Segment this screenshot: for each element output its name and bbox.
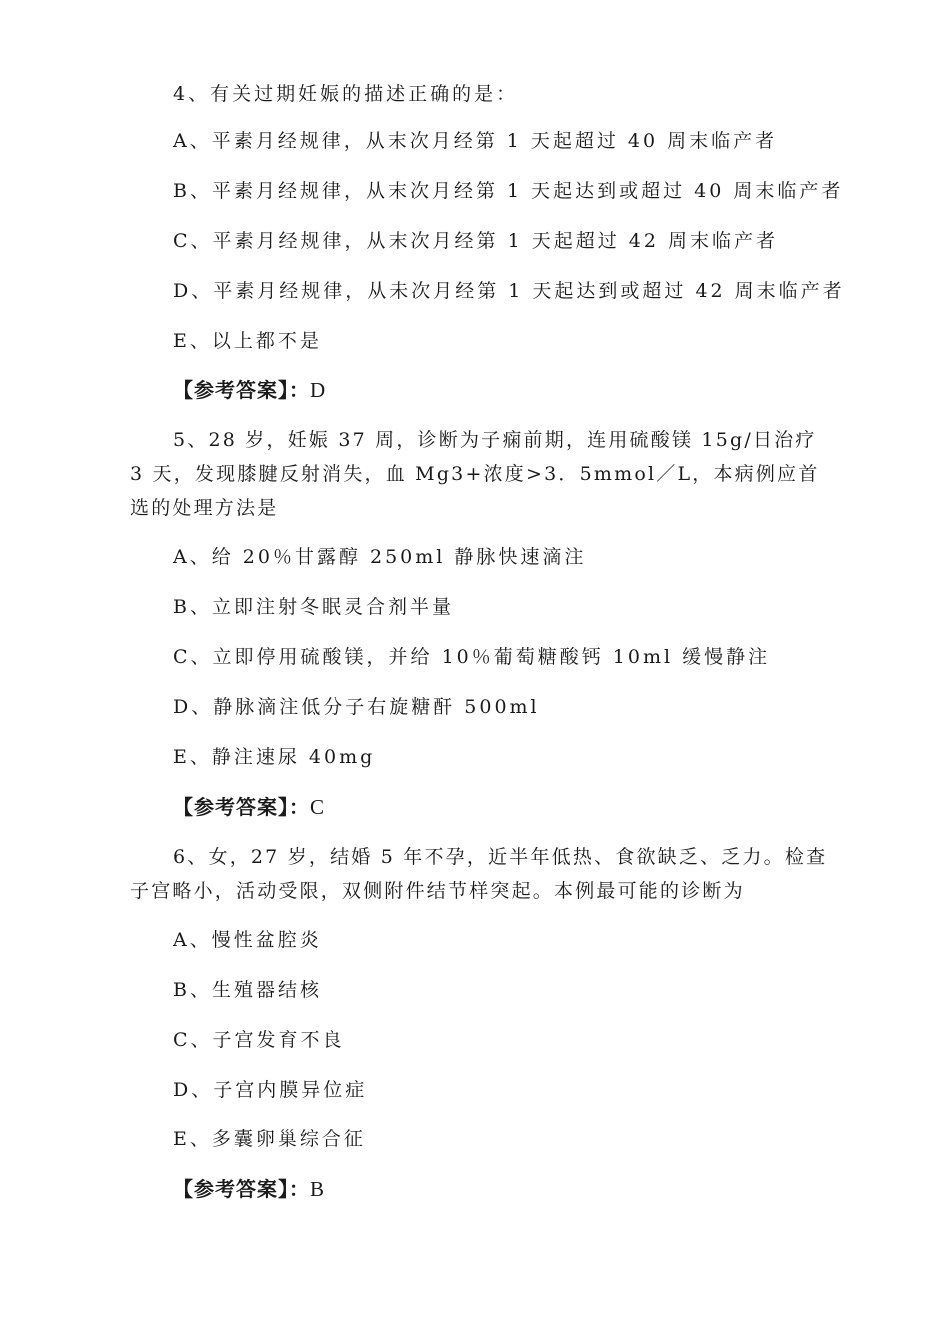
- question-4-option-d: D、平素月经规律，从未次月经第 1 天起达到或超过 42 周末临产者: [173, 280, 845, 302]
- answer-label: 【参考答案】：: [173, 795, 310, 819]
- question-4-answer: [173, 378, 325, 402]
- answer-label: 【参考答案】：: [173, 1177, 310, 1201]
- question-5-option-a: A、给 20％甘露醇 250ml 静脉快速滴注: [173, 546, 587, 568]
- answer-value: B: [310, 1177, 325, 1201]
- question-6-option-a: A、慢性盆腔炎: [173, 929, 322, 951]
- question-6-answer: [173, 1177, 324, 1201]
- question-5-stem: 5、28 岁，妊娠 37 周，诊断为子痫前期，连用硫酸镁 15g/日治疗 3 天，发现膝腱反射消失，血 Mg3+浓度>3．5mmol／L，本病例应首选的处理方法是: [130, 429, 820, 519]
- question-6-stem: 6、女，27 岁，结婚 5 年不孕，近半年低热、食欲缺乏、乏力。检查子宫略小，活动受限，双侧附件结节样突起。本例最可能的诊断为: [130, 846, 828, 902]
- question-5-option-b: B、立即注射冬眠灵合剂半量: [173, 596, 454, 618]
- question-6-option-b: B、生殖器结核: [173, 979, 322, 1001]
- answer-label: 【参考答案】：: [173, 378, 310, 402]
- question-6-option-d: D、子宫内膜异位症: [173, 1079, 368, 1101]
- answer-value: C: [310, 795, 325, 819]
- answer-value: D: [310, 378, 326, 402]
- question-6-option-c: C、子宫发育不良: [173, 1029, 345, 1051]
- question-6-option-e: E、多囊卵巢综合征: [173, 1128, 366, 1150]
- question-4-option-e: E、以上都不是: [173, 330, 322, 352]
- question-4-stem: 4、有关过期妊娠的描述正确的是：: [173, 83, 519, 105]
- question-5-option-c: C、立即停用硫酸镁，并给 10％葡萄糖酸钙 10ml 缓慢静注: [173, 646, 771, 668]
- question-5-option-d: D、静脉滴注低分子右旋糖酐 500ml: [173, 696, 540, 718]
- question-4-option-c: C、平素月经规律，从末次月经第 1 天起超过 42 周末临产者: [173, 230, 778, 252]
- question-4-option-a: A、平素月经规律，从末次月经第 1 天起超过 40 周末临产者: [173, 130, 778, 152]
- question-4-option-b: B、平素月经规律，从末次月经第 1 天起达到或超过 40 周末临产者: [173, 180, 844, 202]
- question-5-answer: [173, 795, 324, 819]
- question-5-option-e: E、静注速尿 40mg: [173, 746, 376, 768]
